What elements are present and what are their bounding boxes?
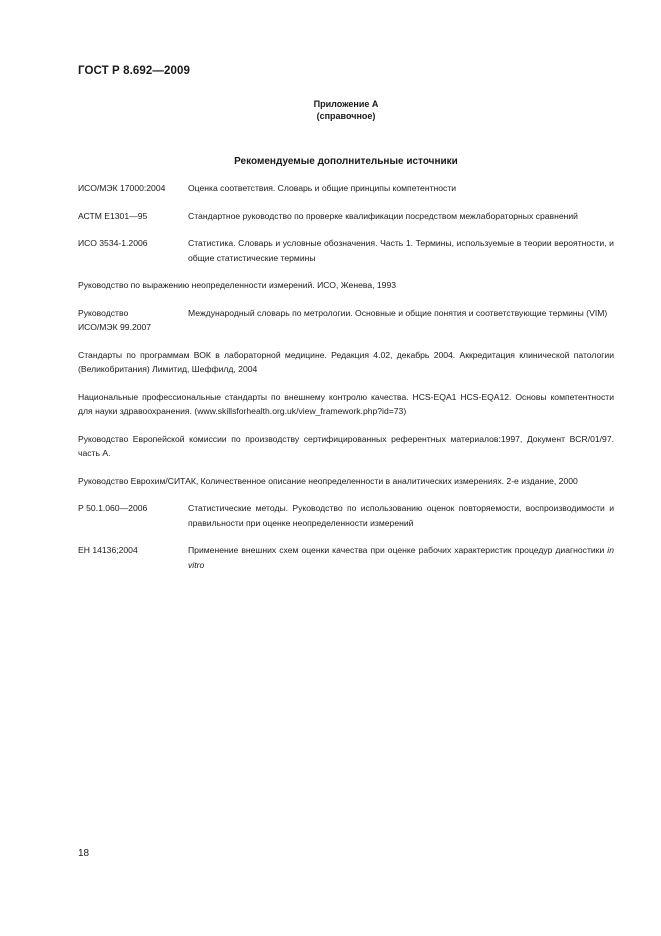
reference-text-italic: in vitro: [188, 545, 614, 570]
reference-code: Р 50.1.060—2006: [78, 503, 148, 513]
reference-text-main: Применение внешних схем оценки качества при оценке рабочих характеристик процедур диагностики: [188, 545, 605, 555]
reference-code: ИСО 3534-1.2006: [78, 238, 148, 248]
reference-code: ЕН 14136;2004: [78, 545, 138, 555]
reference-full: Руководство Европейской комиссии по производству сертифицированных референтных материалов:1997, Документ BCR/01/97. часть А.: [78, 433, 614, 458]
reference-code: АСТМ Е1301—95: [78, 210, 148, 221]
reference-code: ИСО/МЭК 17000:2004: [78, 183, 166, 193]
reference-item: [78, 209, 614, 224]
page-number: 18: [78, 848, 90, 859]
reference-text: Международный словарь по метрологии. Основные и общие понятия и соответствующие термины (VIM): [188, 307, 608, 318]
reference-item: [78, 236, 614, 265]
reference-text: Статистика. Словарь и условные обозначения. Часть 1. Термины, используемые в теории вероятности, и общие статистические термины: [188, 238, 614, 263]
reference-item: [78, 501, 614, 530]
reference-item: [78, 181, 614, 196]
reference-full: Национальные профессиональные стандарты по внешнему контролю качества. HCS-EQA1 HCS-EQA12. Основы компетентности для науки здравоохранения. (www.skillsforhealth.org.uk/view_framework.php?id=73): [78, 391, 614, 416]
annex-subtitle: (справочное): [316, 111, 376, 121]
reference-item: [78, 543, 614, 572]
section-title: Рекомендуемые дополнительные источники: [234, 156, 458, 167]
reference-text: Стандартное руководство по проверке квалификации посредством межлабораторных сравнений: [188, 210, 578, 221]
references-list: [78, 181, 614, 585]
document-header-id: ГОСТ Р 8.692—2009: [78, 65, 190, 77]
reference-text: Оценка соответствия. Словарь и общие принципы компетентности: [188, 183, 457, 193]
reference-full: Руководство Еврохим/СИТАК, Количественное описание неопределенности в аналитических измерениях. 2-е издание, 2000: [78, 475, 578, 486]
reference-text: Статистические методы. Руководство по использованию оценок повторяемости, воспроизводимости и правильности при оценке неопределенности измерений: [188, 503, 614, 528]
annex-title: Приложение А: [313, 99, 379, 109]
reference-code: Руководство ИСО/МЭК 99.2007: [78, 307, 152, 332]
annex-heading: [0, 98, 661, 122]
reference-full: Стандарты по программам ВОК в лабораторной медицине. Редакция 4.02, декабрь 2004. Аккредитация клинической патологии (Великобритания) Лимитид, Шеффилд, 2004: [78, 349, 614, 374]
reference-full: Руководство по выражению неопределенности измерений. ИСО, Женева, 1993: [78, 280, 396, 290]
reference-text: [188, 543, 614, 572]
reference-item: [78, 306, 614, 335]
